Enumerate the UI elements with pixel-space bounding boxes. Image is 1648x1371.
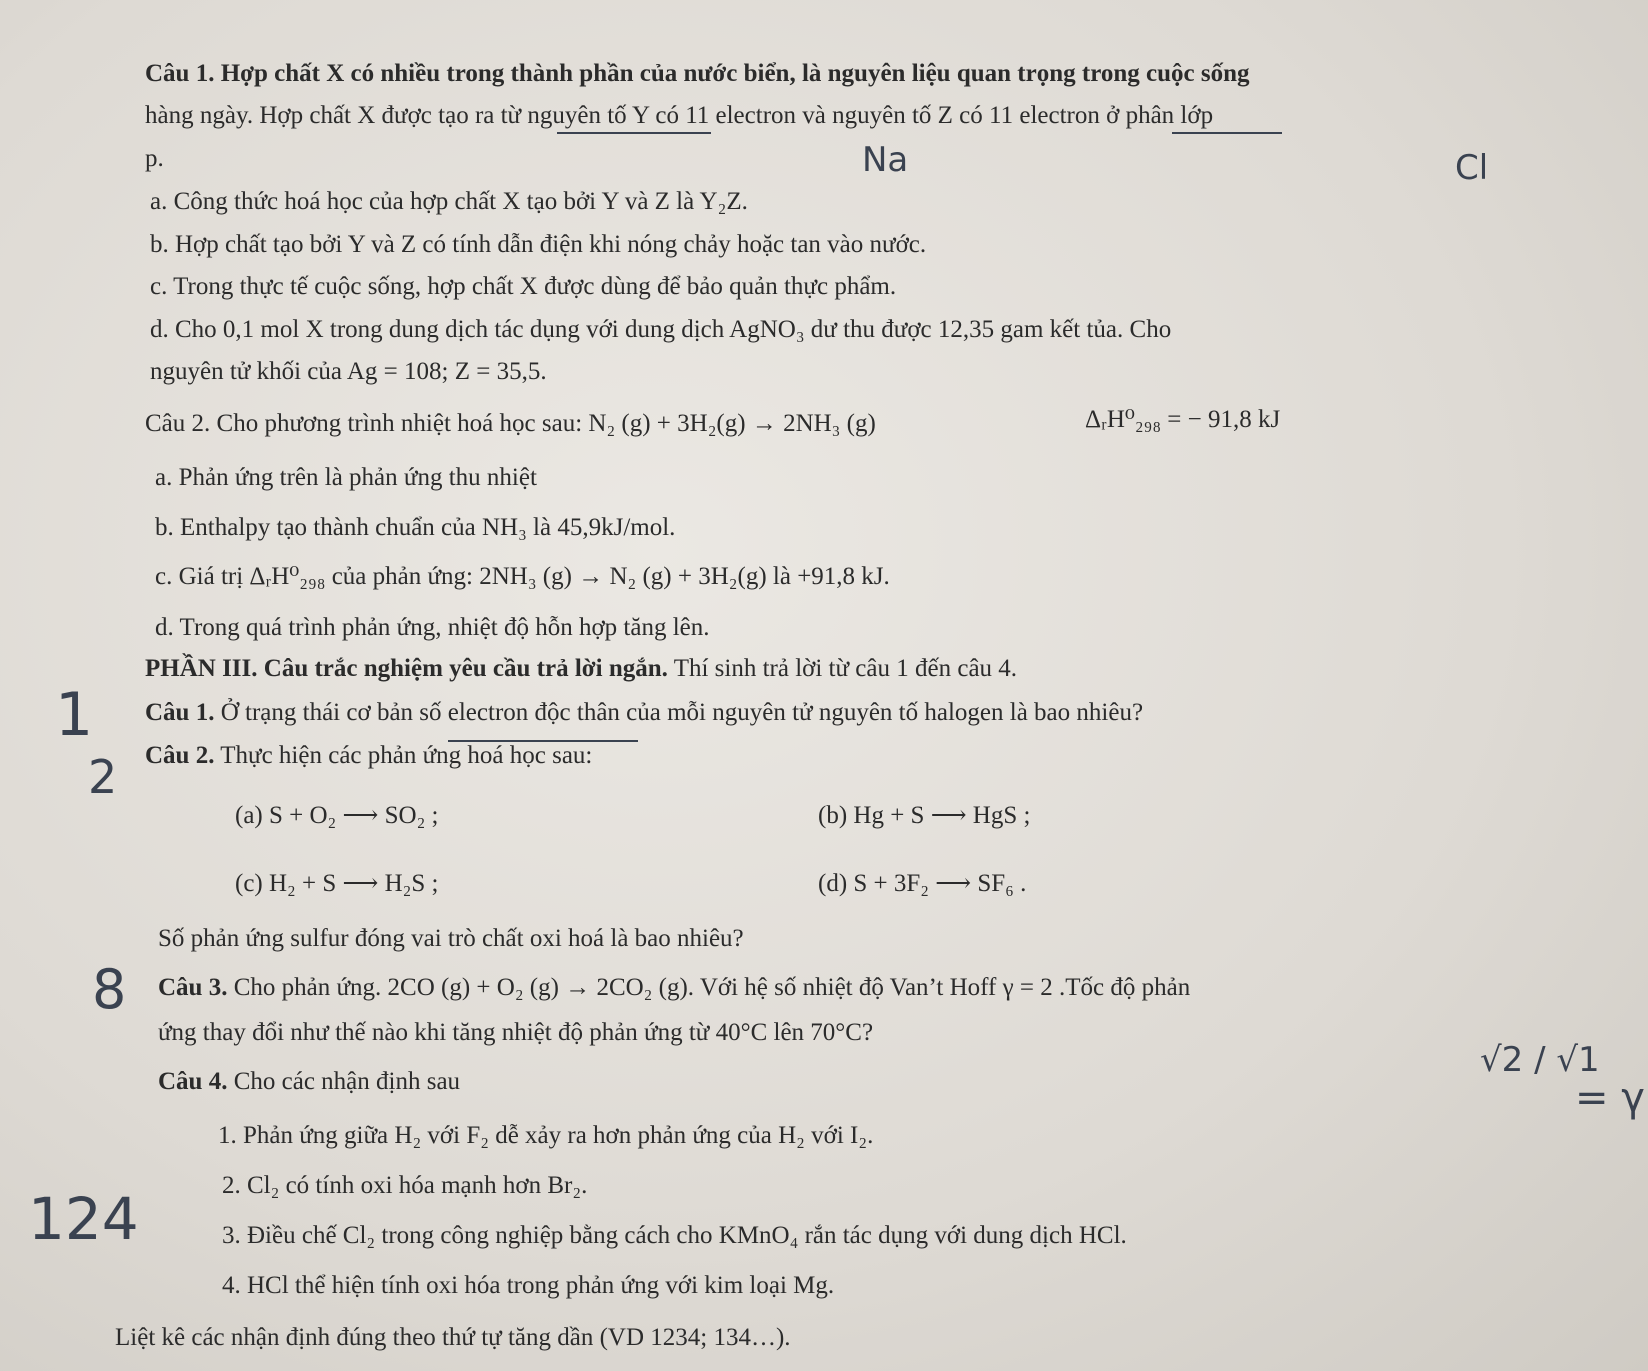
q1-option-d-line2: nguyên tử khối của Ag = 108; Z = 35,5. xyxy=(150,358,547,385)
p3-q2-line xyxy=(145,740,592,772)
statement-4: 4. HCl thể hiện tính oxi hóa trong phản ứng với kim loại Mg. xyxy=(222,1272,835,1299)
p3-q2-ask: Số phản ứng sulfur đóng vai trò chất oxi hoá là bao nhiêu? xyxy=(158,925,744,952)
handwriting-fraction: √2 / √1 xyxy=(1480,1040,1600,1080)
p3-q4-text: Cho các nhận định sau xyxy=(227,1068,461,1095)
q1-option-a: a. Công thức hoá học của hợp chất X tạo bởi Y và Z là Y₂Z. xyxy=(150,188,748,215)
q1-option-c: c. Trong thực tế cuộc sống, hợp chất X được dùng để bảo quản thực phẩm. xyxy=(150,273,897,300)
reaction-d: (d) S + 3F₂ ⟶ SF₆ . xyxy=(818,870,1027,897)
handwriting-2: 2 xyxy=(88,750,118,804)
handwriting-124: 124 xyxy=(28,1185,139,1253)
q1-option-d-line1: d. Cho 0,1 mol X trong dung dịch tác dụng với dung dịch AgNO₃ dư thu được 12,35 gam kết tủa. Cho xyxy=(150,316,1172,343)
final-instruction: Liệt kê các nhận định đúng theo thứ tự tăng dần (VD 1234; 134…). xyxy=(115,1324,791,1351)
part3-heading-rest: Thí sinh trả lời từ câu 1 đến câu 4. xyxy=(667,655,1018,682)
q1-line2: hàng ngày. Hợp chất X được tạo ra từ nguyên tố Y có 11 electron và nguyên tố Z có 11 electron ở phân lớp xyxy=(145,102,1214,129)
q2-option-c: c. Giá trị ΔᵣH⁰₂₉₈ của phản ứng: 2NH₃ (g) → N₂ (g) + 3H₂(g) là +91,8 kJ. xyxy=(155,563,890,590)
handwritten-underline-2 xyxy=(1172,132,1282,134)
handwriting-equals-gamma: = γ xyxy=(1575,1075,1645,1121)
q2-option-b: b. Enthalpy tạo thành chuẩn của NH₃ là 45,9kJ/mol. xyxy=(155,514,676,541)
q1-line3: p. xyxy=(145,145,164,172)
p3-q1-text: Ở trạng thái cơ bản số electron độc thân của mỗi nguyên tử nguyên tố halogen là bao nhiêu? xyxy=(214,699,1144,726)
q2-option-a: a. Phản ứng trên là phản ứng thu nhiệt xyxy=(155,464,537,491)
p3-q2-label: Câu 2. xyxy=(145,742,215,769)
reaction-c: (c) H₂ + S ⟶ H₂S ; xyxy=(235,870,439,897)
handwriting-8: 8 xyxy=(92,958,127,1021)
part3-heading-line xyxy=(145,653,1017,685)
p3-q1-label: Câu 1. xyxy=(145,699,215,726)
q1-line1 xyxy=(145,58,1249,90)
p3-q3-label: Câu 3. xyxy=(158,974,228,1001)
p3-q3-line2: ứng thay đổi như thế nào khi tăng nhiệt độ phản ứng từ 40°C lên 70°C? xyxy=(158,1019,874,1046)
p3-q3-line1 xyxy=(158,972,1190,1004)
handwritten-underline-3 xyxy=(448,740,638,742)
p3-q4-line xyxy=(158,1066,460,1098)
statement-3: 3. Điều chế Cl₂ trong công nghiệp bằng cách cho KMnO₄ rắn tác dụng với dung dịch HCl. xyxy=(222,1222,1127,1249)
handwriting-na: Na xyxy=(862,140,909,180)
handwritten-underline-1 xyxy=(557,132,711,134)
q2-line1: Câu 2. Cho phương trình nhiệt hoá học sau: N₂ (g) + 3H₂(g) → 2NH₃ (g) xyxy=(145,410,876,437)
p3-q4-label: Câu 4. xyxy=(158,1068,228,1095)
q1-option-b: b. Hợp chất tạo bởi Y và Z có tính dẫn điện khi nóng chảy hoặc tan vào nước. xyxy=(150,231,927,258)
p3-q1-line xyxy=(145,697,1143,729)
handwriting-cl: Cl xyxy=(1455,148,1489,188)
reaction-a: (a) S + O₂ ⟶ SO₂ ; xyxy=(235,802,439,829)
p3-q2-text: Thực hiện các phản ứng hoá học sau: xyxy=(214,742,593,769)
p3-q3-text1: Cho phản ứng. 2CO (g) + O₂ (g) → 2CO₂ (g). Với hệ số nhiệt độ Van’t Hoff γ = 2 .Tốc độ phản xyxy=(227,974,1191,1001)
statement-2: 2. Cl₂ có tính oxi hóa mạnh hơn Br₂. xyxy=(222,1172,588,1199)
q1-text-line1: Câu 1. Hợp chất X có nhiều trong thành phần của nước biển, là nguyên liệu quan trọng trong cuộc sống xyxy=(145,60,1250,87)
q2-option-d: d. Trong quá trình phản ứng, nhiệt độ hỗn hợp tăng lên. xyxy=(155,614,710,641)
part3-heading: PHẦN III. Câu trắc nghiệm yêu cầu trả lời ngắn. xyxy=(145,655,668,682)
handwriting-1: 1 xyxy=(55,680,94,750)
q2-enthalpy: ΔᵣH⁰₂₉₈ = − 91,8 kJ xyxy=(1085,406,1281,433)
statement-1: 1. Phản ứng giữa H₂ với F₂ dễ xảy ra hơn phản ứng của H₂ với I₂. xyxy=(218,1122,874,1149)
reaction-b: (b) Hg + S ⟶ HgS ; xyxy=(818,802,1031,829)
